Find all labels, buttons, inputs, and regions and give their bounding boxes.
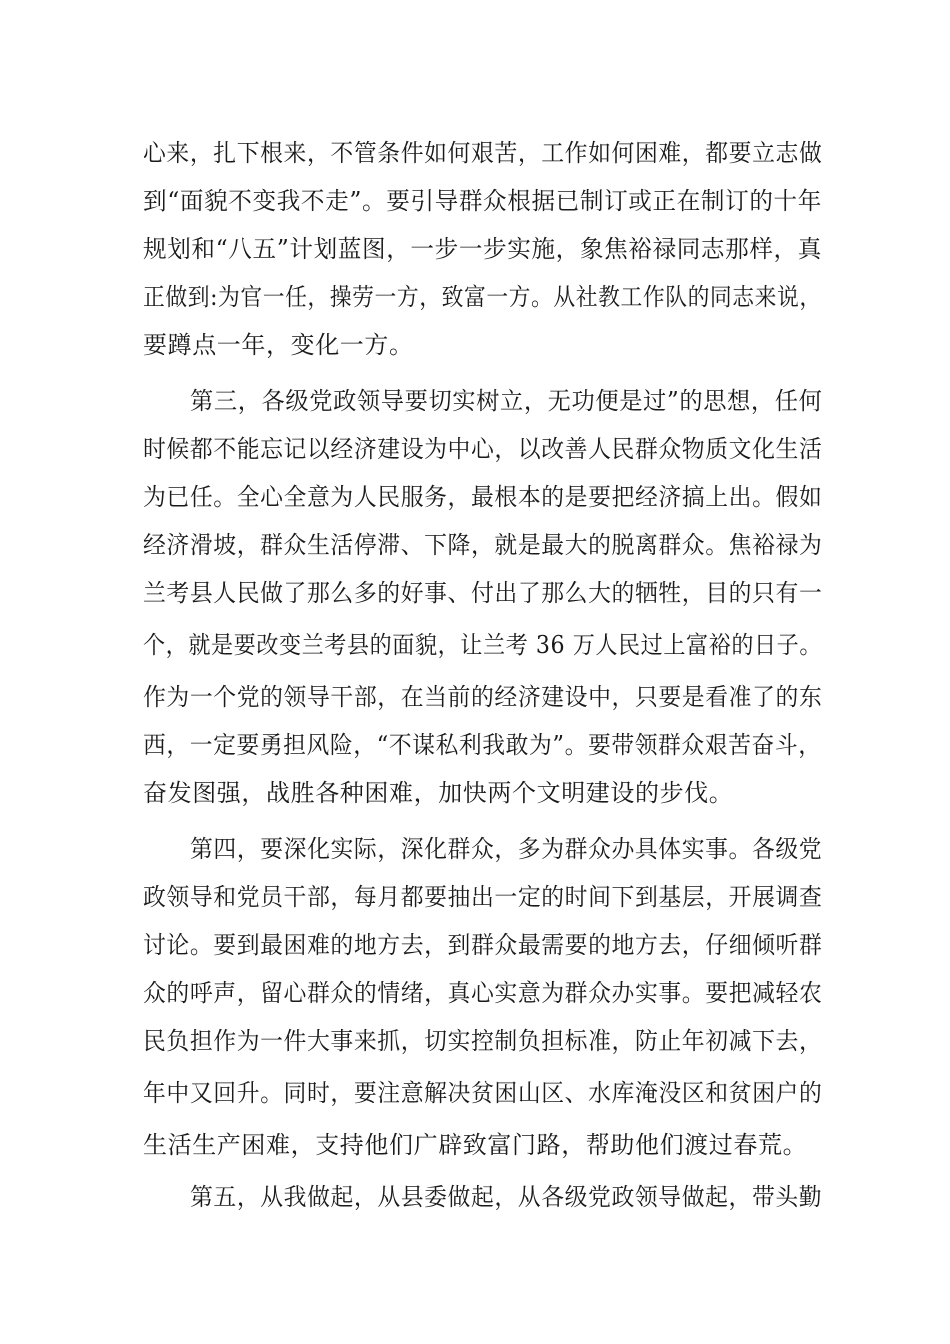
- text-line: 年中又回升。同时，要注意解决贫困山区、水库淹没区和贫困户的: [143, 1079, 823, 1107]
- text-line: 生活生产困难，支持他们广辟致富门路，帮助他们渡过春荒。: [143, 1131, 808, 1159]
- text-line: 要蹲点一年，变化一方。: [143, 331, 414, 359]
- paragraph-first-line: 第三，各级党政领导要切实树立，无功便是过”的思想，任何: [190, 387, 823, 415]
- text-line: 众的呼声，留心群众的情绪，真心实意为群众办实事。要把减轻农: [143, 979, 823, 1007]
- text-line: 经济滑坡，群众生活停滞、下降，就是最大的脱离群众。焦裕禄为: [143, 531, 823, 559]
- text-line: 正做到:为官一任，操劳一方，致富一方。从社教工作队的同志来说，: [143, 283, 822, 311]
- text-line: 到“面貌不变我不走”。要引导群众根据已制订或正在制订的十年: [143, 187, 822, 215]
- text-line: 民负担作为一件大事来抓，切实控制负担标准，防止年初减下去，: [143, 1027, 823, 1055]
- text-line: 作为一个党的领导干部，在当前的经济建设中，只要是看准了的东: [143, 683, 823, 711]
- text-line: 规划和“八五”计划蓝图，一步一步实施，象焦裕禄同志那样，真: [143, 235, 822, 263]
- text-line: 政领导和党员干部，每月都要抽出一定的时间下到基层，开展调查: [143, 883, 823, 911]
- text-line: 奋发图强，战胜各种困难，加快两个文明建设的步伐。: [143, 779, 734, 807]
- text-line: 讨论。要到最困难的地方去，到群众最需要的地方去，仔细倾听群: [143, 931, 823, 959]
- text-line: 时候都不能忘记以经济建设为中心，以改善人民群众物质文化生活: [143, 435, 823, 463]
- text-line: 兰考县人民做了那么多的好事、付出了那么大的牺牲，目的只有一: [143, 579, 823, 607]
- text-line: 为已任。全心全意为人民服务，最根本的是要把经济搞上出。假如: [143, 483, 823, 511]
- text-line: 心来，扎下根来，不管条件如何艰苦，工作如何困难，都要立志做: [143, 139, 823, 167]
- text-line: 西，一定要勇担风险，“不谋私利我敢为”。要带领群众艰苦奋斗，: [143, 731, 822, 759]
- text-line: 个，就是要改变兰考县的面貌，让兰考 36 万人民过上富裕的日子。: [143, 631, 822, 659]
- paragraph-first-line: 第五，从我做起，从县委做起，从各级党政领导做起，带头勤: [190, 1183, 823, 1211]
- paragraph-first-line: 第四，要深化实际，深化群众，多为群众办具体实事。各级党: [190, 835, 823, 863]
